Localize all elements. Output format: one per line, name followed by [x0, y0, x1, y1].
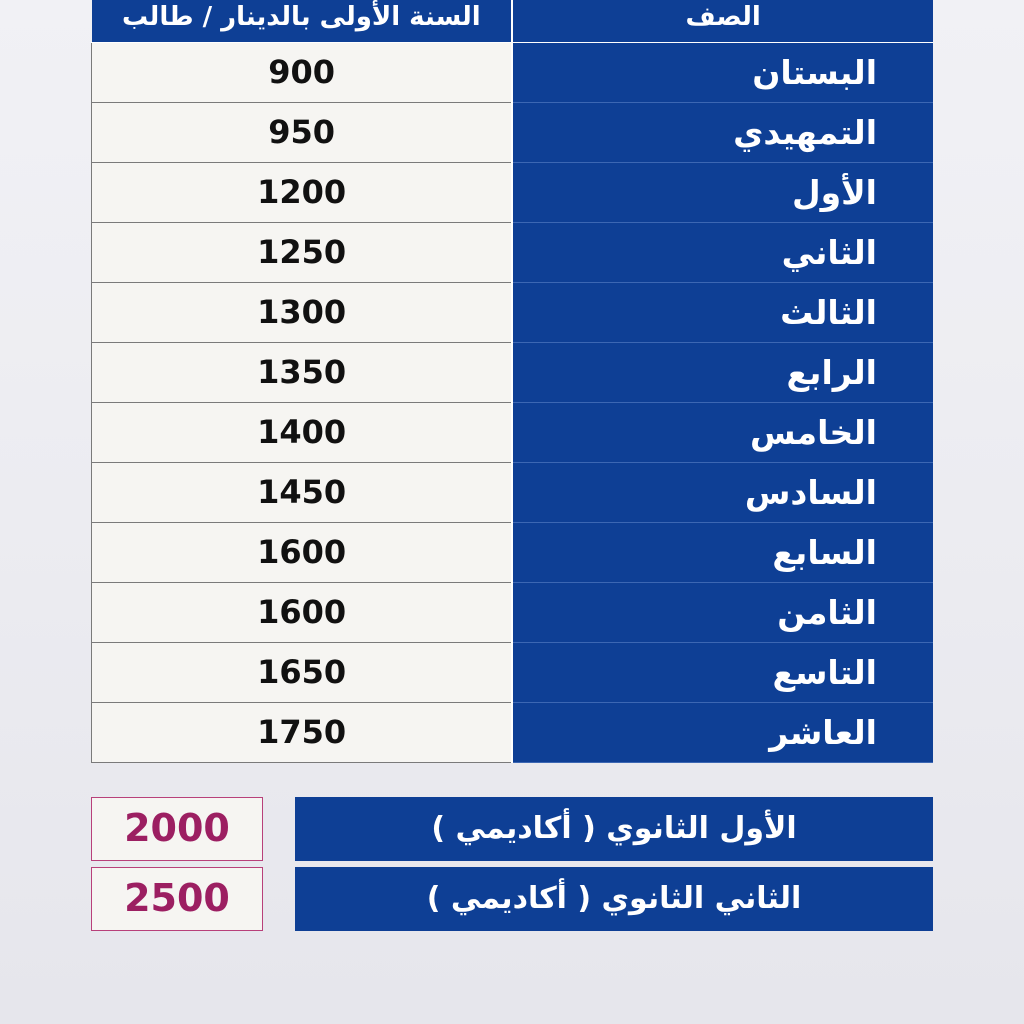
fee-value: 1600	[92, 522, 513, 582]
fee-value: 1250	[92, 222, 513, 282]
table-row	[92, 402, 934, 462]
grade-name: الثامن	[512, 582, 933, 642]
grade-name: البستان	[512, 42, 933, 102]
table-header-row	[92, 0, 934, 42]
table-row	[92, 342, 934, 402]
grade-name: العاشر	[512, 702, 933, 762]
grade-name: السادس	[512, 462, 933, 522]
grade-name: الأول	[512, 162, 933, 222]
fee-table	[91, 0, 933, 763]
fee-value: 1650	[92, 642, 513, 702]
table-row	[92, 162, 934, 222]
header-grade-label: الصف	[512, 0, 933, 42]
table-row	[92, 102, 934, 162]
fee-value: 950	[92, 102, 513, 162]
table-row	[92, 522, 934, 582]
table-row	[92, 462, 934, 522]
header-price-label: السنة الأولى بالدينار / طالب	[92, 0, 513, 42]
table-row	[92, 702, 934, 762]
fee-value: 1350	[92, 342, 513, 402]
fee-value: 1300	[92, 282, 513, 342]
grade-name: الرابع	[512, 342, 933, 402]
fee-value: 1600	[92, 582, 513, 642]
grade-name: السابع	[512, 522, 933, 582]
grade-name: التمهيدي	[512, 102, 933, 162]
grade-name: التاسع	[512, 642, 933, 702]
table-row	[92, 42, 934, 102]
secondary-fee-value: 2000	[91, 797, 263, 861]
secondary-fee-value: 2500	[91, 867, 263, 931]
fee-value: 1200	[92, 162, 513, 222]
table-row	[92, 582, 934, 642]
table-row	[92, 222, 934, 282]
grade-name: الخامس	[512, 402, 933, 462]
fee-value: 1450	[92, 462, 513, 522]
table-row	[92, 282, 934, 342]
fee-value: 1400	[92, 402, 513, 462]
fee-value: 1750	[92, 702, 513, 762]
fee-value: 900	[92, 42, 513, 102]
table-row	[92, 642, 934, 702]
secondary-row-second	[91, 867, 933, 931]
secondary-grade-label: الثاني الثانوي ( أكاديمي )	[295, 867, 933, 931]
secondary-grade-label: الأول الثانوي ( أكاديمي )	[295, 797, 933, 861]
grade-name: الثاني	[512, 222, 933, 282]
grade-name: الثالث	[512, 282, 933, 342]
secondary-row-first	[91, 797, 933, 861]
